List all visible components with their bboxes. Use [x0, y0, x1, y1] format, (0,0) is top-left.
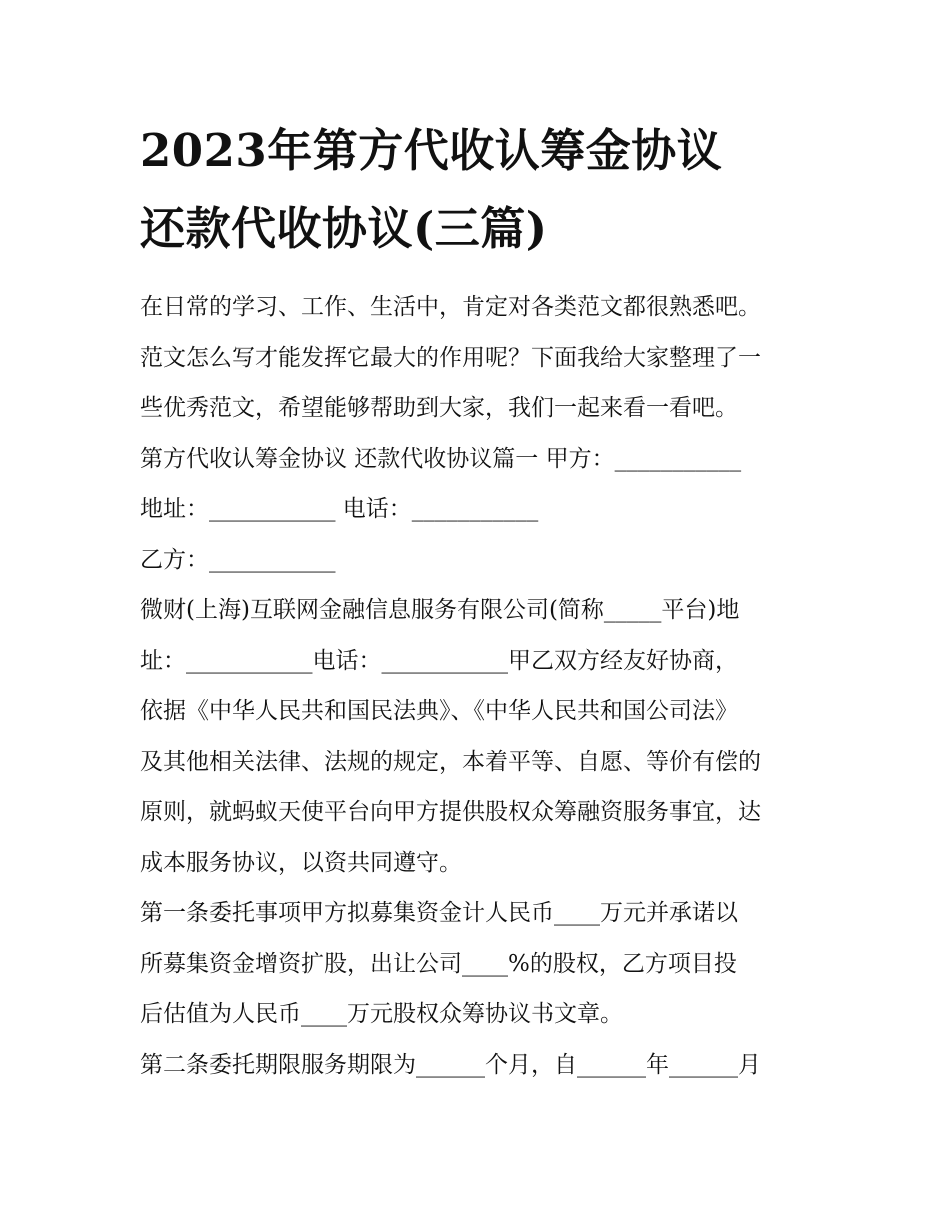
document-title — [140, 112, 820, 268]
title-line-1: 2023年第方代收认筹金协议 — [140, 124, 723, 177]
body-line: 第方代收认筹金协议 还款代收协议篇一 甲方：___________ — [140, 445, 742, 472]
body-line: 乙方：___________ — [140, 546, 336, 573]
body-line: 范文怎么写才能发挥它最大的作用呢？下面我给大家整理了一 — [140, 344, 761, 371]
body-line: 原则，就蚂蚁天使平台向甲方提供股权众筹融资服务事宜，达 — [140, 799, 761, 825]
document-page — [140, 112, 820, 1090]
body-line: 及其他相关法律、法规的规定，本着平等、自愿、等价有偿的 — [140, 748, 761, 775]
document-body — [140, 282, 820, 1090]
body-line: 依据《中华人民共和国民法典》、《中华人民共和国公司法》 — [140, 698, 738, 724]
body-line: 地址：___________ 电话：___________ — [140, 496, 539, 522]
body-line: 微财(上海)互联网金融信息服务有限公司(简称_____平台)地 — [140, 597, 740, 623]
body-line: 些优秀范文，希望能够帮助到大家，我们一起来看一看吧。 — [140, 395, 738, 421]
body-line: 址：___________电话：___________甲乙双方经友好协商， — [140, 647, 738, 674]
body-line: 后估值为人民币____万元股权众筹协议书文章。 — [140, 1001, 623, 1027]
body-line: 第二条委托期限服务期限为______个月，自______年______月 — [140, 1051, 761, 1078]
body-line: 成本服务协议，以资共同遵守。 — [140, 849, 462, 876]
body-line: 第一条委托事项甲方拟募集资金计人民币____万元并承诺以 — [140, 900, 738, 926]
title-line-2: 还款代收协议(三篇) — [140, 202, 548, 255]
body-line: 所募集资金增资扩股，出让公司____%的股权，乙方项目投 — [140, 950, 737, 977]
body-line: 在日常的学习、工作、生活中，肯定对各类范文都很熟悉吧。 — [140, 294, 761, 320]
